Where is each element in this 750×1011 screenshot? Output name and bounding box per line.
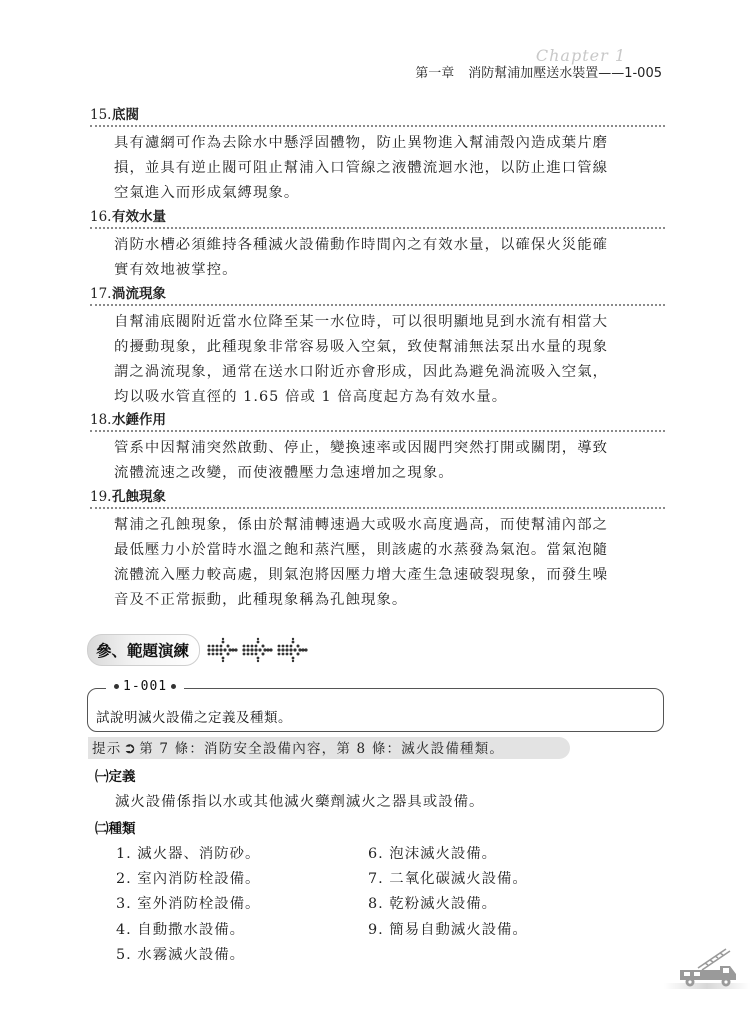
term-entry (90, 285, 665, 410)
term-title: 水錘作用 (112, 412, 166, 428)
chapter-script-watermark: Chapter 1 (535, 46, 626, 65)
body-line: 實有效地被掌控。 (114, 262, 238, 278)
term-body (114, 513, 665, 613)
body-line: 空氣進入而形成氣縛現象。 (114, 185, 300, 201)
types-heading: ㈡種類 (95, 821, 136, 837)
term-body (114, 310, 665, 410)
term-body (114, 436, 665, 486)
term-number: 17. (90, 286, 112, 302)
header-title: 消防幫浦加壓送水裝置——1-005 (468, 66, 662, 81)
hint-bar (88, 737, 570, 759)
type-item: 6. 泡沫滅火設備。 (368, 846, 498, 862)
term-heading (90, 488, 665, 509)
hint-text: 第 7 條：消防安全設備內容，第 8 條：滅火設備種類。 (139, 741, 505, 757)
term-title: 孔蝕現象 (112, 489, 166, 505)
definition-text: 滅火設備係指以水或其他滅火藥劑滅火之器具或設備。 (115, 794, 485, 810)
body-line: 幫浦之孔蝕現象，係由於幫浦轉速過大或吸水高度過高，而使幫浦內部之 (114, 517, 609, 533)
term-number: 18. (90, 412, 112, 428)
term-entry (90, 411, 665, 486)
definition-heading: ㈠定義 (95, 769, 136, 785)
body-line: 自幫浦底閥附近當水位降至某一水位時，可以很明顯地見到水流有相當大 (114, 314, 609, 330)
term-number: 16. (90, 209, 112, 225)
type-item: 2. 室內消防栓設備。 (116, 871, 261, 888)
arrow-circle-icon: ➲ (123, 739, 138, 757)
types-column (116, 842, 260, 968)
section-banner (87, 634, 311, 666)
types-column (368, 842, 528, 943)
dotted-arrows (206, 637, 311, 663)
body-line: 的擾動現象，此種現象非常容易吸入空氣，致使幫浦無法泵出水量的現象 (114, 339, 609, 355)
term-number: 15. (90, 107, 112, 123)
type-item: 3. 室外消防栓設備。 (116, 896, 261, 913)
term-body (114, 131, 665, 206)
term-entry (90, 208, 665, 283)
term-body (114, 233, 665, 283)
term-entry (90, 488, 665, 613)
term-number: 19. (90, 489, 112, 505)
running-header (415, 46, 662, 81)
type-item: 9. 簡易自動滅火設備。 (368, 921, 528, 938)
body-line: 最低壓力小於當時水溫之飽和蒸汽壓，則該處的水蒸發為氣泡。當氣泡隨 (114, 542, 609, 558)
body-line: 損，並具有逆止閥可阻止幫浦入口管線之液體流迴水池，以防止進口管線 (114, 160, 609, 176)
type-item: 8. 乾粉滅火設備。 (368, 896, 498, 913)
term-title: 底閥 (112, 107, 139, 123)
section-pill (87, 634, 200, 666)
type-item: 4. 自動撒水設備。 (116, 921, 246, 938)
dotted-arrow-icon (276, 637, 310, 663)
question-text: 試說明滅火設備之定義及種類。 (96, 710, 292, 726)
question-box (87, 679, 664, 732)
hint-label: 提示 (92, 741, 122, 757)
body-line: 管系中因幫浦突然啟動、停止，變換速率或因閥門突然打開或關閉，導致 (114, 440, 609, 456)
term-heading (90, 208, 665, 229)
question-number: 1-001 (123, 679, 168, 694)
bullet-dot-icon (171, 684, 176, 689)
dotted-arrow-icon (241, 637, 275, 663)
term-entry (90, 106, 665, 206)
type-item: 5. 水霧滅火設備。 (116, 946, 246, 963)
term-heading (90, 411, 665, 432)
body-line: 消防水槽必須維持各種滅火設備動作時間內之有效水量，以確保火災能確 (114, 237, 609, 253)
dotted-arrow-icon (206, 637, 240, 663)
bullet-dot-icon (114, 684, 119, 689)
body-line: 謂之渦流現象，通常在送水口附近亦會形成，因此為避免渦流吸入空氣， (114, 364, 609, 380)
question-number-tag (106, 679, 184, 694)
body-line: 音及不正常振動，此種現象稱為孔蝕現象。 (114, 592, 408, 608)
fire-truck-icon (676, 946, 738, 990)
header-chapter: 第一章 (415, 66, 455, 81)
type-item: 7. 二氧化碳滅火設備。 (368, 871, 528, 888)
section-title: 參、範題演練 (96, 642, 190, 660)
term-title: 有效水量 (112, 209, 166, 225)
type-item: 1. 滅火器、消防砂。 (116, 846, 261, 862)
body-line: 流體流速之改變，而使液體壓力急速增加之現象。 (114, 465, 454, 481)
body-line: 流體流入壓力較高處，則氣泡將因壓力增大產生急速破裂現象，而發生噪 (114, 567, 609, 583)
body-line: 具有濾網可作為去除水中懸浮固體物，防止異物進入幫浦殼內造成葉片磨 (114, 135, 609, 151)
term-title: 渦流現象 (112, 286, 166, 302)
body-line: 均以吸水管直徑的 1.65 倍或 1 倍高度起方為有效水量。 (114, 389, 508, 405)
term-heading (90, 285, 665, 306)
term-heading (90, 106, 665, 127)
